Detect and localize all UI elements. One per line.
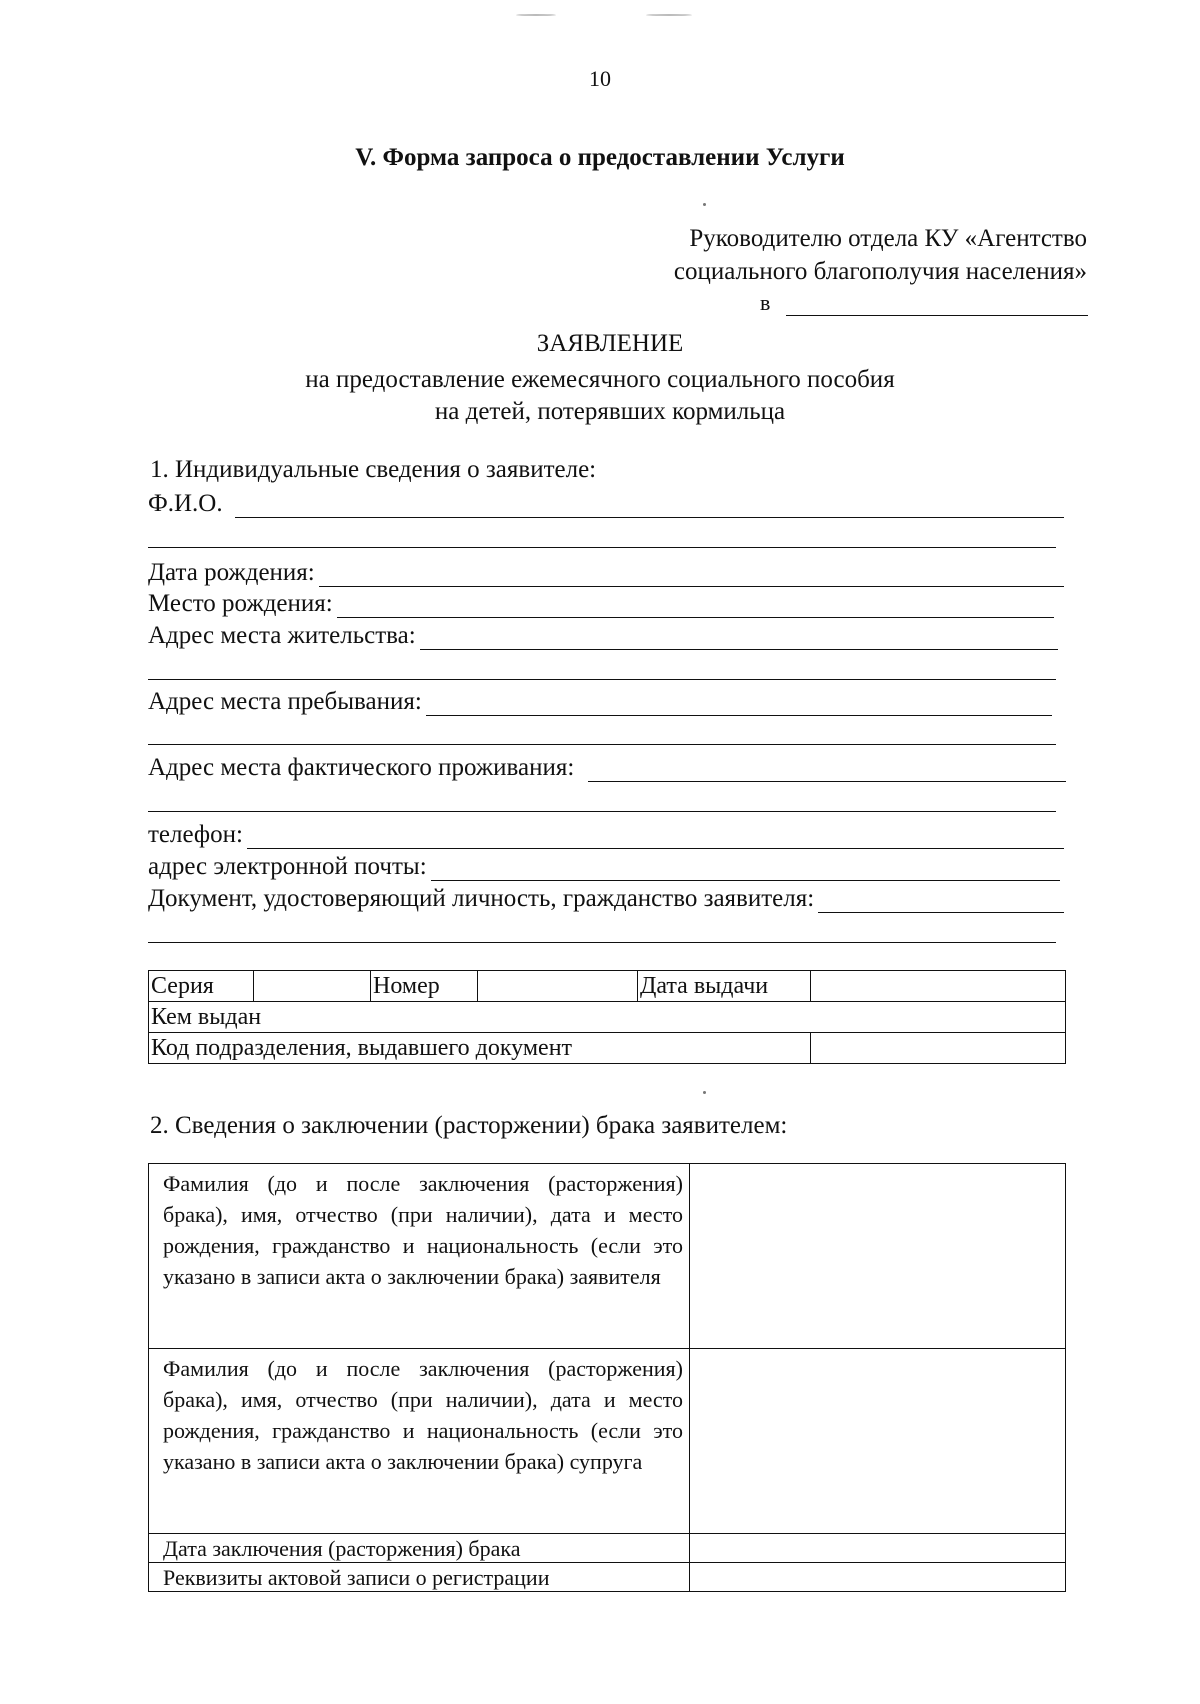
fio-label: Ф.И.О. [148, 490, 223, 517]
issue-date-value-cell[interactable] [811, 971, 1066, 1002]
actual-address-field [148, 750, 1066, 782]
series-value-cell[interactable] [254, 971, 371, 1002]
spouse-info-value-cell[interactable] [690, 1349, 1066, 1534]
phone-field [148, 817, 1064, 849]
email-field [148, 849, 1060, 881]
addressee-location-blank[interactable] [786, 293, 1088, 316]
statement-title: ЗАЯВЛЕНИЕ [536, 330, 684, 357]
residence-address-continuation-line[interactable] [148, 679, 1056, 680]
marriage-info-table [148, 1163, 1066, 1592]
number-label-cell: Номер [371, 971, 478, 1002]
scan-speck [703, 203, 706, 206]
marriage-date-value-cell[interactable] [690, 1534, 1066, 1563]
division-code-label-cell: Код подразделения, выдавшего документ [149, 1033, 811, 1064]
scan-noise [646, 14, 692, 16]
id-document-field [148, 881, 1064, 913]
birth-place-label: Место рождения: [148, 590, 333, 617]
fio-continuation-line[interactable] [148, 547, 1056, 548]
number-value-cell[interactable] [478, 971, 638, 1002]
stay-address-continuation-line[interactable] [148, 744, 1056, 745]
table-row [149, 1002, 1066, 1033]
applicant-info-label-cell: Фамилия (до и после заключения (расторжения) брака), имя, отчество (при наличии), дата и место рождения, гражданство и национальность (если это указано в записи акта о заключении брака) заявителя [149, 1164, 690, 1349]
addressee-location-field [760, 290, 1088, 316]
id-document-blank[interactable] [818, 888, 1064, 913]
addressee-line-1: Руководителю отдела КУ «Агентство [689, 225, 1087, 252]
fio-blank[interactable] [235, 493, 1064, 518]
act-record-value-cell[interactable] [690, 1563, 1066, 1592]
section-1-title: 1. Индивидуальные сведения о заявителе: [150, 456, 597, 483]
birth-date-field [148, 555, 1064, 587]
statement-subtitle-line-1: на предоставление ежемесячного социального пособия [305, 366, 895, 393]
residence-address-blank[interactable] [420, 625, 1058, 650]
birth-date-blank[interactable] [319, 562, 1064, 587]
actual-address-continuation-line[interactable] [148, 811, 1056, 812]
addressee-line-2: социального благополучия населения» [673, 258, 1087, 285]
stay-address-blank[interactable] [426, 691, 1052, 716]
birth-place-field [148, 586, 1054, 618]
scan-noise [516, 14, 556, 16]
table-row [149, 1164, 1066, 1349]
email-blank[interactable] [431, 856, 1060, 881]
table-row [149, 1349, 1066, 1534]
addressee-in-label: в [760, 290, 771, 315]
addressee-block [674, 222, 1087, 288]
issued-by-cell[interactable]: Кем выдан [149, 1002, 1066, 1033]
table-row [149, 971, 1066, 1002]
birth-date-label: Дата рождения: [148, 559, 315, 586]
scan-speck [703, 1091, 706, 1094]
act-record-label-cell: Реквизиты актовой записи о регистрации [149, 1563, 690, 1592]
statement-subtitle-line-2: на детей, потерявших кормильца [434, 398, 786, 425]
applicant-info-value-cell[interactable] [690, 1164, 1066, 1349]
stay-address-field [148, 684, 1052, 716]
table-row [149, 1563, 1066, 1592]
birth-place-blank[interactable] [337, 593, 1054, 618]
residence-address-label: Адрес места жительства: [148, 622, 416, 649]
id-document-continuation-line[interactable] [148, 942, 1056, 943]
actual-address-label: Адрес места фактического проживания: [148, 754, 575, 781]
actual-address-blank[interactable] [588, 757, 1066, 782]
issue-date-label-cell: Дата выдачи [638, 971, 811, 1002]
email-label: адрес электронной почты: [148, 853, 427, 880]
section-2-title: 2. Сведения о заключении (расторжении) брака заявителем: [150, 1112, 788, 1139]
spouse-info-label-cell: Фамилия (до и после заключения (расторжения) брака), имя, отчество (при наличии), дата и место рождения, гражданство и национальность (если это указано в записи акта о заключении брака) супруга [149, 1349, 690, 1534]
page-number: 10 [589, 66, 611, 91]
phone-blank[interactable] [247, 824, 1064, 849]
section-heading: V. Форма запроса о предоставлении Услуги [355, 144, 845, 171]
phone-label: телефон: [148, 821, 243, 848]
stay-address-label: Адрес места пребывания: [148, 688, 422, 715]
table-row [149, 1534, 1066, 1563]
fio-field [148, 486, 1064, 518]
id-document-table [148, 970, 1066, 1064]
table-row [149, 1033, 1066, 1064]
series-label-cell: Серия [149, 971, 254, 1002]
division-code-value-cell[interactable] [811, 1033, 1066, 1064]
id-document-label: Документ, удостоверяющий личность, гражданство заявителя: [148, 885, 815, 912]
marriage-date-label-cell: Дата заключения (расторжения) брака [149, 1534, 690, 1563]
residence-address-field [148, 618, 1058, 650]
